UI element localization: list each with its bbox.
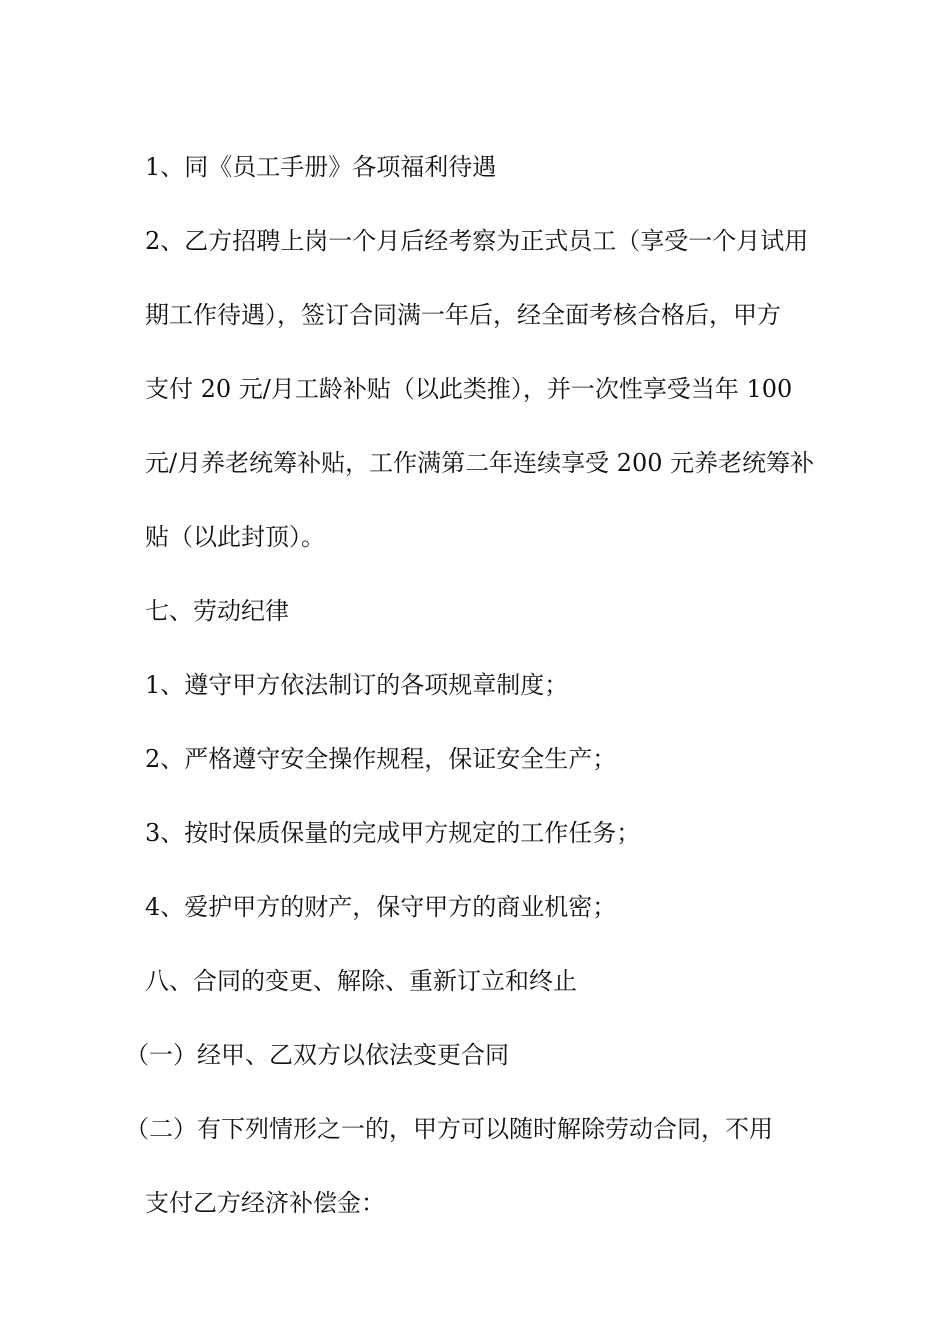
subsection-item-2-line-2: 支付乙方经济补偿金： <box>145 1189 385 1217</box>
list-item-discipline-1: 1、遵守甲方依法制订的各项规章制度； <box>145 671 569 699</box>
section-heading-contract-change: 八、合同的变更、解除、重新订立和终止 <box>145 967 577 995</box>
list-item-benefits-2-line-1: 2、乙方招聘上岗一个月后经考察为正式员工（享受一个月试用 <box>145 227 809 255</box>
list-item-benefits-2-line-5: 贴（以此封顶）。 <box>145 523 325 551</box>
list-item-benefits-2-line-4: 元/月养老统筹补贴，工作满第二年连续享受 200 元养老统筹补 <box>145 449 815 477</box>
list-item-discipline-4: 4、爱护甲方的财产，保守甲方的商业机密； <box>145 893 617 921</box>
list-item-benefits-2-line-3: 支付 20 元/月工龄补贴（以此类推），并一次性享受当年 100 <box>145 375 793 403</box>
list-item-benefits-1: 1、同《员工手册》各项福利待遇 <box>145 153 497 181</box>
list-item-discipline-3: 3、按时保质保量的完成甲方规定的工作任务； <box>145 819 641 847</box>
list-item-discipline-2: 2、严格遵守安全操作规程，保证安全生产； <box>145 745 617 773</box>
document-body <box>125 130 815 1240</box>
list-item-benefits-2-line-2: 期工作待遇），签订合同满一年后，经全面考核合格后，甲方 <box>145 301 781 329</box>
subsection-item-1: （一）经甲、乙双方以依法变更合同 <box>125 1041 509 1069</box>
subsection-item-2-line-1: （二）有下列情形之一的，甲方可以随时解除劳动合同，不用 <box>125 1115 773 1143</box>
section-heading-labor-discipline: 七、劳动纪律 <box>145 597 289 625</box>
